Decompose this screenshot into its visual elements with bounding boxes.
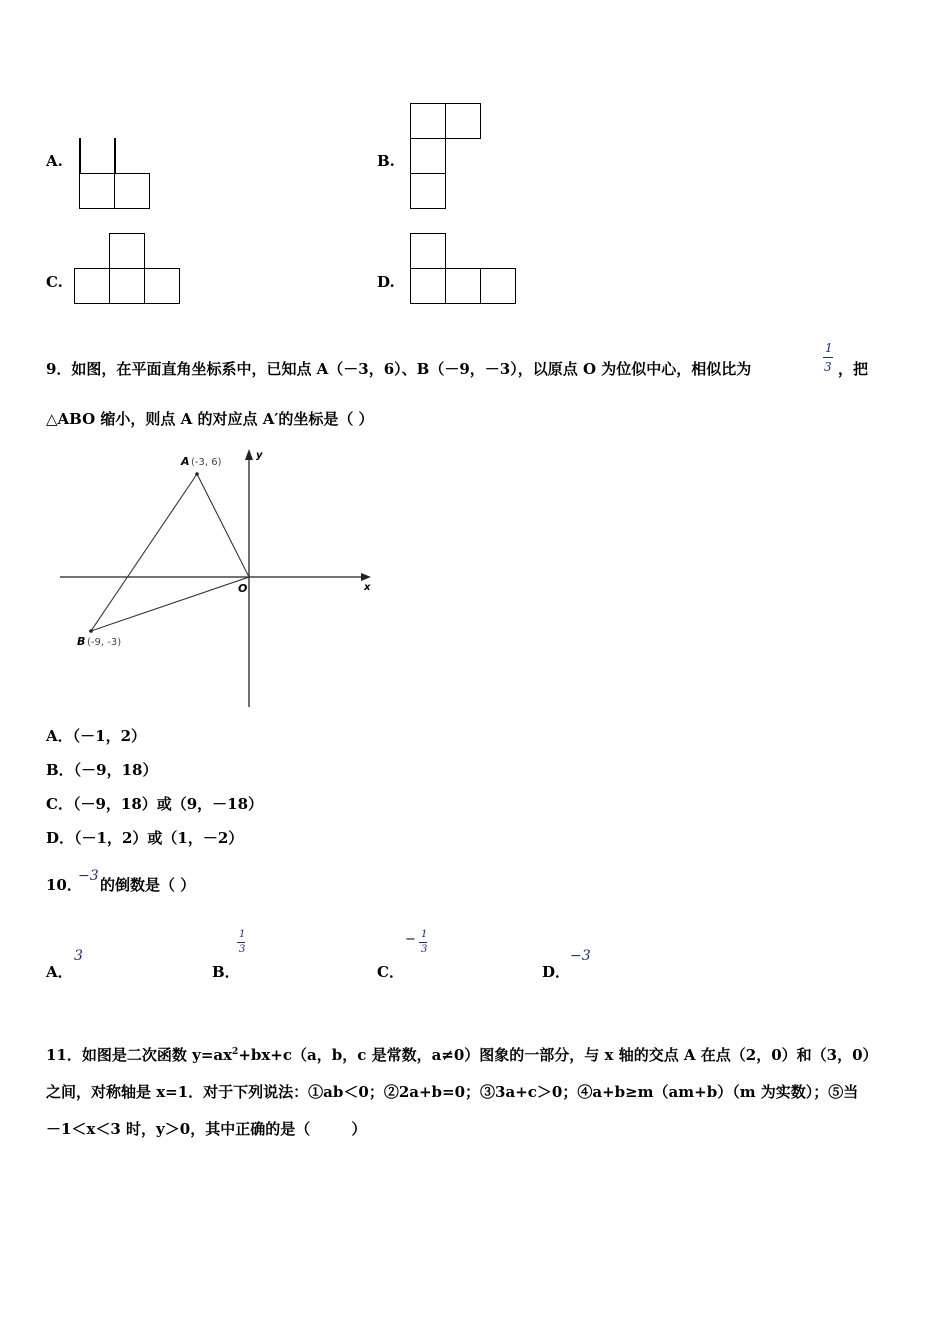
label-x: x [364, 582, 371, 593]
label-a-coord: (-3, 6) [191, 457, 222, 468]
q11-stem-line1: 11．如图是二次函数 $y=ax^2+bx+c(a$，b，c 是常数，a≠0）图象的一部分，与 x 轴的交点 A 在点（2，0）和（3，0） [46, 1046, 878, 1064]
option-a-label: A. [46, 152, 63, 170]
option-b-label: B. [377, 152, 395, 170]
q10-stem: 的倒数是（ ） [100, 876, 196, 894]
q10-choice-c-sign: − [405, 932, 416, 947]
label-y: y [256, 450, 263, 461]
label-a: A [181, 455, 190, 468]
point-b [89, 629, 93, 633]
label-o: O [238, 582, 248, 595]
q10-choice-b-label: B． [212, 963, 240, 981]
q9-ratio-bar [823, 357, 833, 358]
q9-stem-line1: 9．如图，在平面直角坐标系中，已知点 A（－3，6）、B（－9，－3），以原点 O 为位似中心，相似比为 [46, 360, 752, 378]
option-d-label: D. [377, 273, 395, 291]
q11-stem-line2: 之间，对称轴是 x=1．对于下列说法：①ab＜0；②2a+b=0；③3a+c＞0；④a+b≥m（am+b）（m 为实数）；⑤当 [46, 1083, 859, 1101]
triangle-abo [91, 474, 249, 631]
q10-choice-c-bar [419, 942, 427, 943]
q9-choice-c: C．（－9，18）或（9，－18） [46, 795, 264, 813]
q10-choice-b-bar [237, 942, 245, 943]
label-b: B [77, 635, 86, 648]
q10-choice-b-denominator: 3 [239, 944, 246, 955]
q9-ratio-denominator: 3 [824, 360, 832, 374]
y-axis-arrow [245, 449, 253, 460]
q10-choice-d-value: −3 [570, 948, 591, 964]
q10-expression: −3 [78, 868, 99, 884]
q10-number: 10． [46, 876, 82, 894]
q9-stem-line2: △ABO 缩小，则点 A 的对应点 A′的坐标是（ ） [46, 410, 374, 428]
q9-choice-d: D．（－1，2）或（1，－2） [46, 829, 244, 847]
q9-coordinate-figure [55, 445, 380, 710]
q9-choice-a: A．（－1，2） [46, 727, 147, 745]
q10-choice-a-label: A． [46, 963, 73, 981]
q10-choice-c-label: C． [377, 963, 404, 981]
point-a [195, 472, 199, 476]
q9-ratio-numerator: 1 [825, 341, 833, 355]
q10-choice-d-label: D． [542, 963, 571, 981]
q10-choice-a-value: 3 [74, 948, 83, 964]
label-b-coord: (-9, -3) [87, 637, 122, 648]
q9-choice-b: B．（－9，18） [46, 761, 158, 779]
q10-choice-c-denominator: 3 [421, 944, 428, 955]
option-c-label: C. [46, 273, 63, 291]
q10-choice-c-numerator: 1 [421, 929, 428, 940]
q11-stem-line3: －1＜x＜3 时，y＞0，其中正确的是（ ） [46, 1120, 367, 1138]
q10-choice-b-numerator: 1 [239, 929, 246, 940]
q9-stem-line1-end: ，把 [838, 360, 869, 378]
x-axis-arrow [361, 573, 371, 581]
